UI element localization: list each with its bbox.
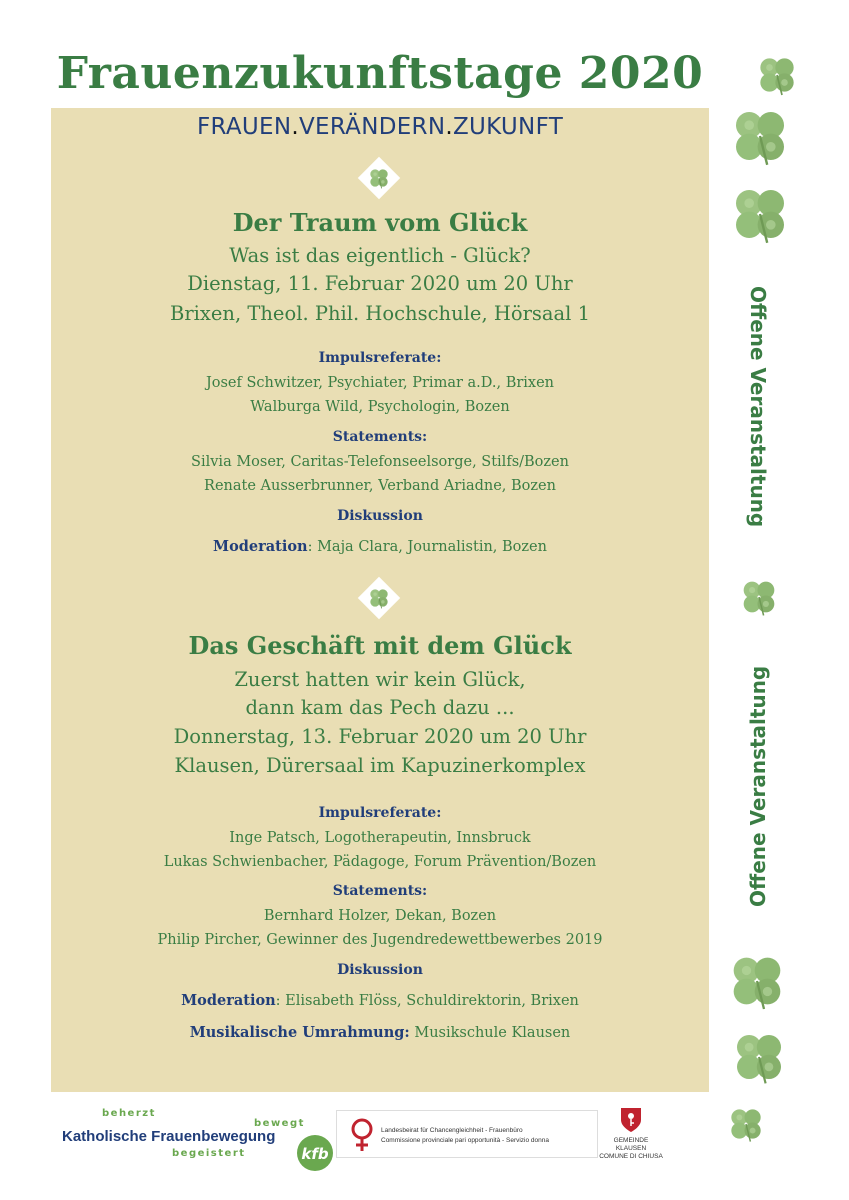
landesbeirat-line2: Commissione provinciale pari opportunità - Servizio donna [381,1137,550,1144]
kfb-right-word: bewegt [254,1118,305,1129]
kfb-main-text: Katholische Frauenbewegung [62,1128,276,1145]
event2-date: Donnerstag, 13. Februar 2020 um 20 Uhr [173,725,587,748]
clover-icon [752,50,802,100]
tagline-part1: FRAUEN [196,114,292,140]
event1-location: Brixen, Theol. Phil. Hochschule, Hörsaal 1 [169,302,591,325]
event2-title: Das Geschäft mit dem Glück [188,631,572,660]
event1-moderation-label: Moderation [213,538,308,555]
clover-icon [724,100,796,172]
event2-subtitle-2: dann kam das Pech dazu ... [245,696,515,719]
clover-icon [726,1024,792,1090]
event2-impuls-2: Lukas Schwienbacher, Pädagoge, Forum Prävention/Bozen [163,854,597,870]
tagline-part2: VERÄNDERN [298,114,446,140]
kfb-bottom-word: begeistert [172,1148,246,1159]
clover-icon [736,574,782,620]
event1-impuls-2: Walburga Wild, Psychologin, Bozen [250,399,510,415]
kfb-top-word: beherzt [102,1108,156,1119]
kfb-icon [294,1132,336,1174]
event2-impuls-1: Inge Patsch, Logotherapeutin, Innsbruck [229,830,531,846]
event1-statements-label: Statements: [332,429,428,445]
gemeinde-line1: GEMEINDE KLAUSEN [613,1137,649,1152]
tagline-dot-2: . [445,114,453,140]
event1-discussion: Diskussion [337,508,423,524]
event2-statement-1: Bernhard Holzer, Dekan, Bozen [263,908,497,924]
event2-subtitle-1: Zuerst hatten wir kein Glück, [234,668,526,691]
event1-title: Der Traum vom Glück [232,208,528,237]
event2-location: Klausen, Dürersaal im Kapuzinerkomplex [174,754,586,777]
event1-moderation-value: : Maja Clara, Journalistin, Bozen [307,539,547,555]
gemeinde-line2: COMUNE DI CHIUSA [599,1153,663,1160]
event1-subtitle: Was ist das eigentlich - Glück? [229,244,531,267]
footer [0,1100,849,1200]
event2-statements-label: Statements: [332,883,428,899]
kfb-icon-text: kfb [301,1145,329,1163]
clover-icon [724,178,796,250]
event2-moderation-label: Moderation [181,992,276,1009]
event2-moderation-value: : Elisabeth Flöss, Schuldirektorin, Brixen [275,993,579,1009]
landesbeirat-line1: Landesbeirat für Chancengleichheit - Frauenbüro [381,1127,523,1134]
event2-music-value: Musikschule Klausen [409,1025,571,1041]
event1-date: Dienstag, 11. Februar 2020 um 20 Uhr [187,272,573,295]
event2-statement-2: Philip Pircher, Gewinner des Jugendredewettbewerbes 2019 [157,932,603,948]
event1-statement-2: Renate Ausserbrunner, Verband Ariadne, Bozen [204,478,556,494]
side-label-bottom: Offene Veranstaltung [746,665,770,907]
tagline-part3: ZUKUNFT [452,114,564,140]
event1-impuls-label: Impulsreferate: [318,350,442,366]
venus-symbol-icon [347,1117,377,1153]
event2-impuls-label: Impulsreferate: [318,805,442,821]
content-panel [51,108,709,1092]
side-label-top: Offene Veranstaltung [746,286,770,528]
event2-discussion: Diskussion [337,962,423,978]
event2-moderation [51,992,709,1009]
coat-of-arms-icon [619,1106,643,1134]
page-title: Frauenzukunftstage 2020 [56,48,704,99]
event1-impuls-1: Josef Schwitzer, Psychiater, Primar a.D., Brixen [205,375,555,391]
clover-diamond-icon [358,157,400,199]
clover-diamond-icon [358,577,400,619]
event2-music [51,1024,709,1041]
event1-moderation [51,538,709,555]
event2-music-label: Musikalische Umrahmung: [189,1024,410,1041]
landesbeirat-logo [336,1110,598,1158]
event1-statement-1: Silvia Moser, Caritas-Telefonseelsorge, Stilfs/Bozen [191,454,569,470]
tagline-dot-1: . [291,114,299,140]
clover-icon [722,946,792,1016]
gemeinde-logo [598,1106,664,1161]
tagline [51,114,709,140]
